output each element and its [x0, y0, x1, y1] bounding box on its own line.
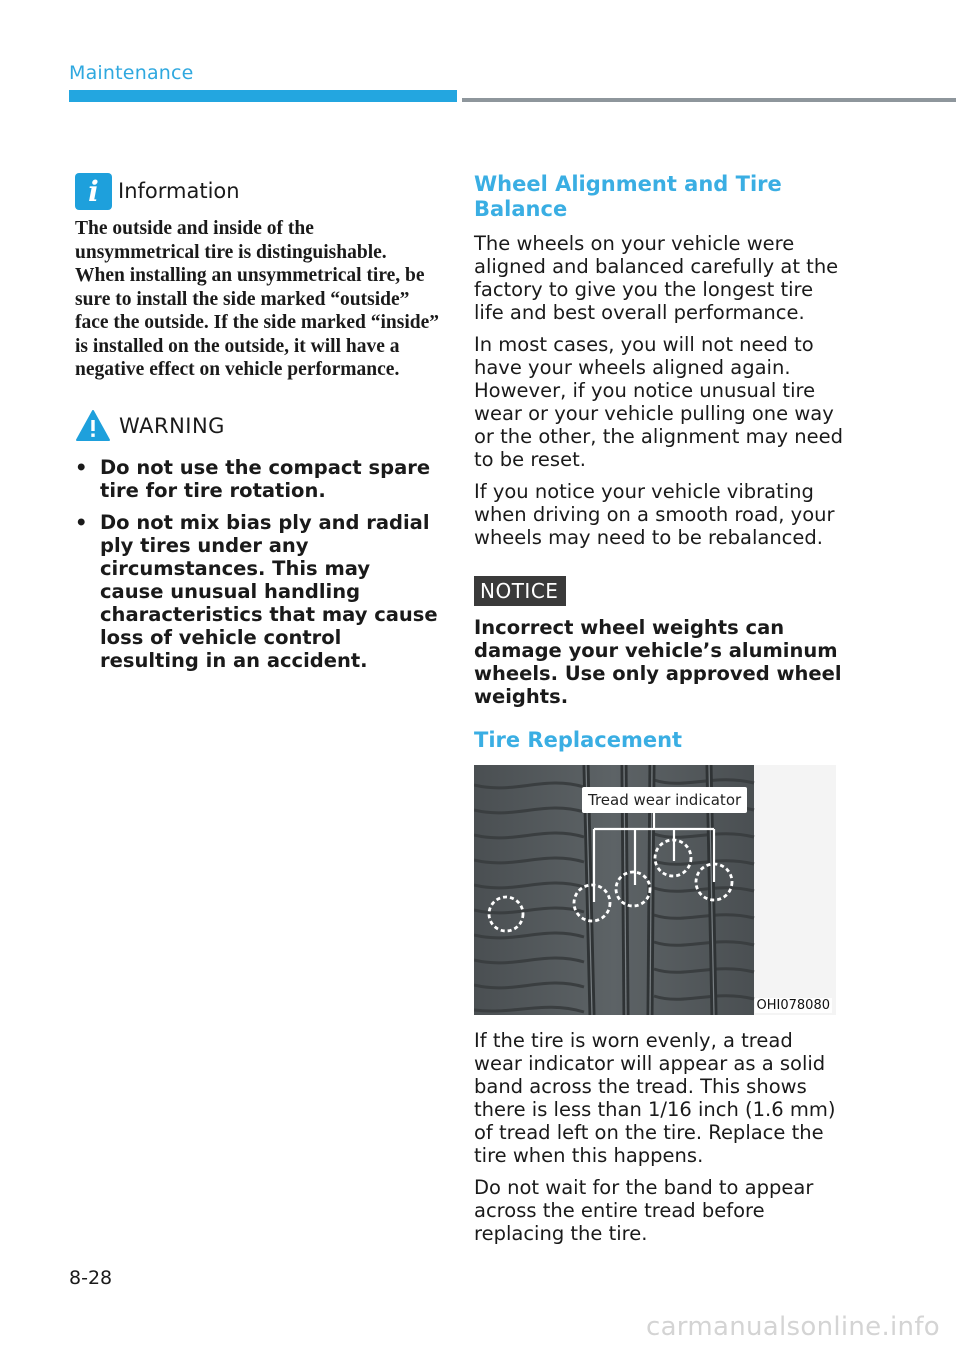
left-column — [75, 170, 440, 681]
warning-list — [75, 456, 440, 672]
figure-code: OHI078080 — [756, 998, 830, 1013]
tread-wear-indicator-label: Tread wear indicator — [582, 787, 747, 813]
tire-replacement-paragraph: Do not wait for the band to appear across the entire tread before replacing the tire. — [474, 1176, 814, 1245]
warning-item: • Do not mix bias ply and radial ply tires under any circumstances. This may cause unusual handling characteristics that may cause loss of vehicle control resulting in an accident. — [75, 511, 440, 672]
tread-wear-figure — [474, 765, 836, 1015]
wheel-alignment-paragraph: The wheels on your vehicle were aligned and balanced carefully at the factory to give you the longest tire life and best overall performance. — [474, 232, 839, 324]
info-icon: i — [75, 173, 112, 210]
tire-replacement-heading: Tire Replacement — [474, 728, 683, 752]
warning-title: WARNING — [119, 413, 225, 438]
information-title: Information — [118, 179, 240, 203]
wheel-alignment-paragraph: If you notice your vehicle vibrating when driving on a smooth road, your wheels may need to be rebalanced. — [474, 480, 835, 549]
header-rule-accent — [69, 90, 457, 102]
watermark: carmanualsonline.info — [645, 1312, 940, 1342]
wheel-alignment-paragraph: In most cases, you will not need to have your wheels aligned again. However, if you notice unusual tire wear or your vehicle pulling one way or the other, the alignment may need to be reset. — [474, 333, 844, 471]
information-header — [75, 170, 440, 212]
warning-triangle-icon — [75, 409, 111, 443]
notice-badge: NOTICE — [474, 576, 566, 606]
wheel-alignment-heading: Wheel Alignment and Tire Balance — [474, 172, 782, 221]
notice-body: Incorrect wheel weights can damage your vehicle’s aluminum wheels. Use only approved wheel weights. — [474, 616, 842, 708]
right-column — [474, 172, 844, 1254]
information-body: The outside and inside of the unsymmetrical tire is distinguishable. When installing an unsymmetrical tire, be sure to install the side marked “outside” face the outside. If the side marked “inside” is installed on the outside, it will have a negative effect on vehicle performance. — [75, 218, 439, 380]
section-title: Maintenance — [69, 62, 194, 84]
warning-header — [75, 406, 440, 446]
warning-item: • Do not use the compact spare tire for tire rotation. — [75, 456, 440, 502]
header-rule — [462, 98, 956, 102]
tire-replacement-paragraph: If the tire is worn evenly, a tread wear indicator will appear as a solid band across the tread. This shows there is less than 1/16 inch (1.6 mm) of tread left on the tire. Replace the tire when this happens. — [474, 1029, 836, 1167]
page-number: 8-28 — [69, 1267, 113, 1289]
